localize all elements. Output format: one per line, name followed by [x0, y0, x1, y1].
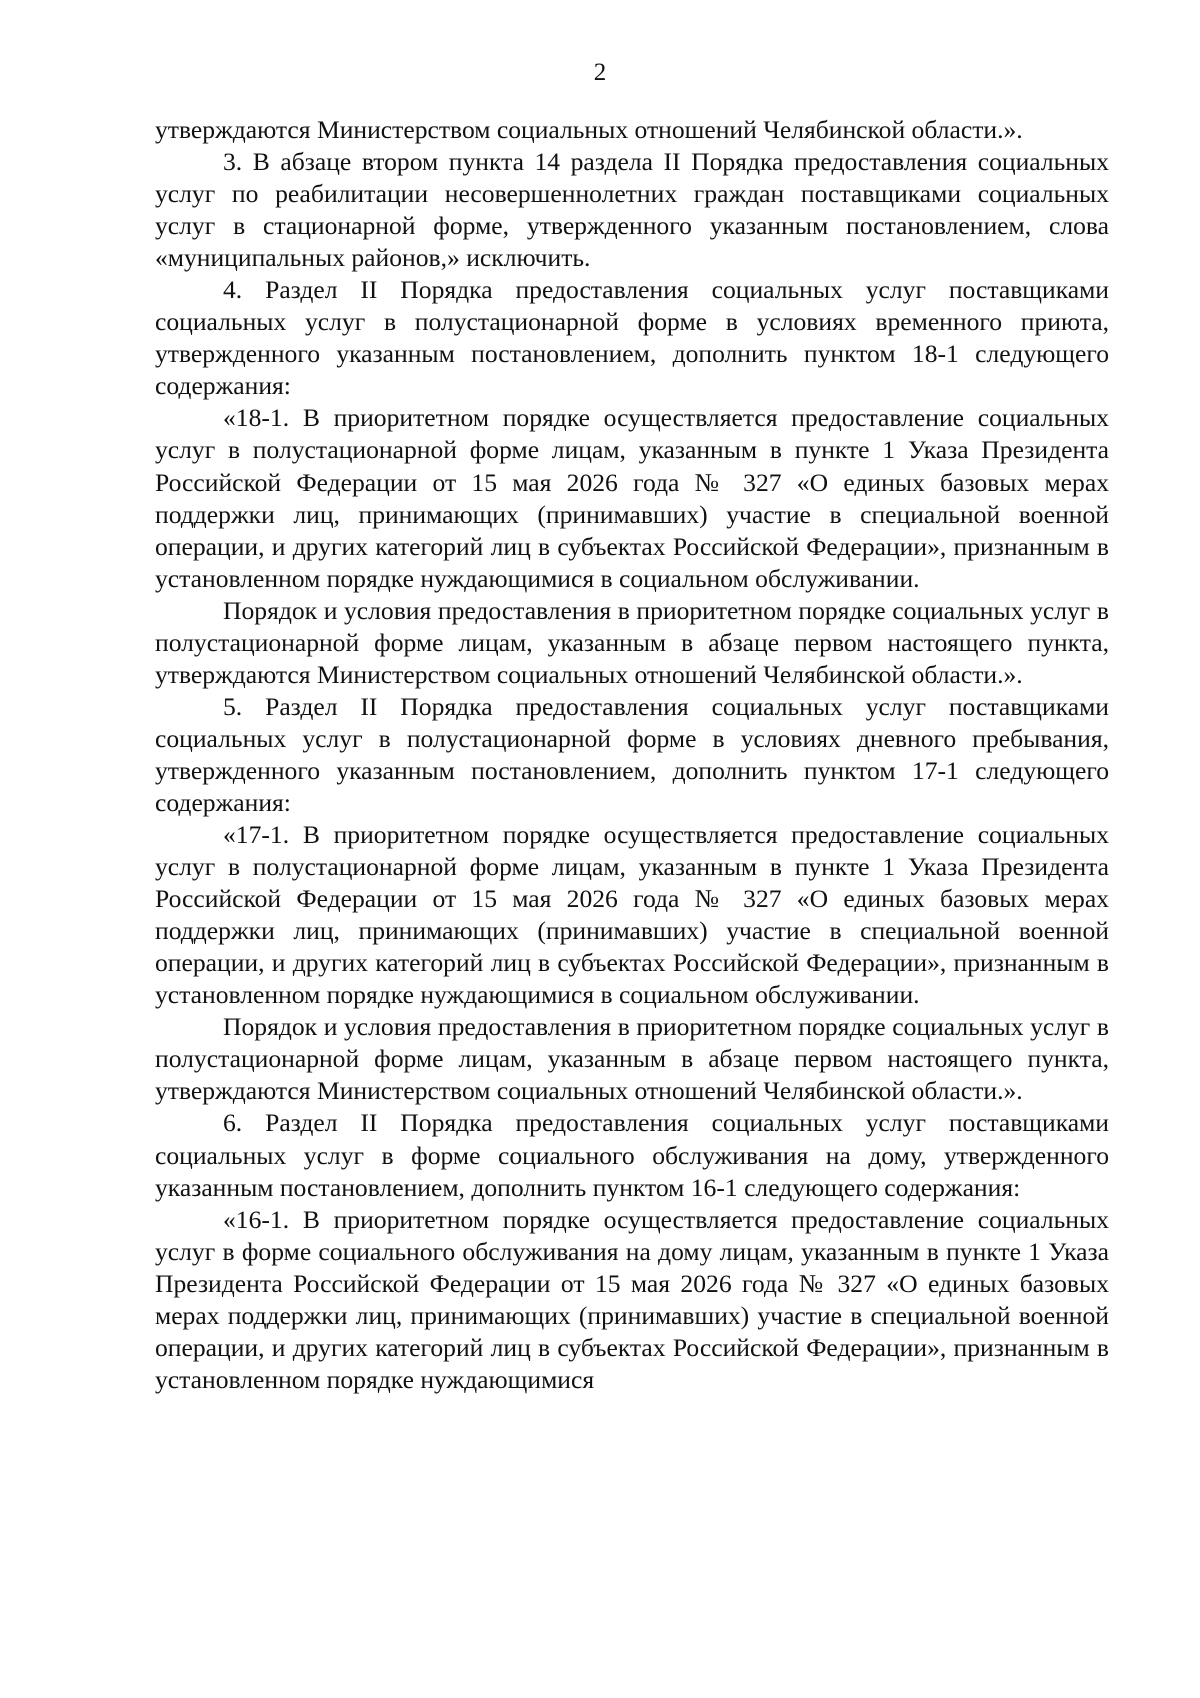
document-body: [155, 114, 1109, 1396]
page-number: 2: [593, 59, 607, 86]
paragraph-continuation: утверждаются Министерством социальных отношений Челябинской области.».: [155, 115, 1023, 144]
paragraph-item-3: 3. В абзаце втором пункта 14 раздела II Порядка предоставления социальных услуг по реабилитации несовершеннолетних граждан поставщиками социальных услуг в стационарной форме, утвержденного указанным постановлением, слова «муниципальных районов,» исключить.: [155, 147, 1109, 273]
paragraph-clause-17-1-procedure: Порядок и условия предоставления в приоритетном порядке социальных услуг в полустационарной форме лицам, указанным в абзаце первом настоящего пункта, утверждаются Министерством социальных отношений Челябинской области.».: [155, 1012, 1109, 1106]
paragraph-clause-17-1: «17-1. В приоритетном порядке осуществляется предоставление социальных услуг в полустационарной форме лицам, указанным в пункте 1 Указа Президента Российской Федерации от 15 мая 2026 года № 327 «О единых базовых мерах поддержки лиц, принимающих (принимавших) участие в специальной военной операции, и других категорий лиц в субъектах Российской Федерации», признанным в установленном порядке нуждающимися в социальном обслуживании.: [155, 820, 1109, 1010]
paragraph-item-4: 4. Раздел II Порядка предоставления социальных услуг поставщиками социальных услуг в полустационарной форме в условиях временного приюта, утвержденного указанным постановлением, дополнить пунктом 18-1 следующего содержания:: [155, 275, 1109, 401]
paragraph-clause-16-1: «16-1. В приоритетном порядке осуществляется предоставление социальных услуг в форме социального обслуживания на дому лицам, указанным в пункте 1 Указа Президента Российской Федерации от 15 мая 2026 года № 327 «О единых базовых мерах поддержки лиц, принимающих (принимавших) участие в специальной военной операции, и других категорий лиц в субъектах Российской Федерации», признанным в установленном порядке нуждающимися: [155, 1204, 1109, 1394]
paragraph-item-6: 6. Раздел II Порядка предоставления социальных услуг поставщиками социальных услуг в форме социального обслуживания на дому, утвержденного указанным постановлением, дополнить пунктом 16-1 следующего содержания:: [155, 1108, 1109, 1202]
paragraph-item-5: 5. Раздел II Порядка предоставления социальных услуг поставщиками социальных услуг в полустационарной форме в условиях дневного пребывания, утвержденного указанным постановлением, дополнить пунктом 17-1 следующего содержания:: [155, 691, 1109, 817]
paragraph-clause-18-1-procedure: Порядок и условия предоставления в приоритетном порядке социальных услуг в полустационарной форме лицам, указанным в абзаце первом настоящего пункта, утверждаются Министерством социальных отношений Челябинской области.».: [155, 595, 1109, 689]
paragraph-clause-18-1: «18-1. В приоритетном порядке осуществляется предоставление социальных услуг в полустационарной форме лицам, указанным в пункте 1 Указа Президента Российской Федерации от 15 мая 2026 года № 327 «О единых базовых мерах поддержки лиц, принимающих (принимавших) участие в специальной военной операции, и других категорий лиц в субъектах Российской Федерации», признанным в установленном порядке нуждающимися в социальном обслуживании.: [155, 403, 1109, 593]
